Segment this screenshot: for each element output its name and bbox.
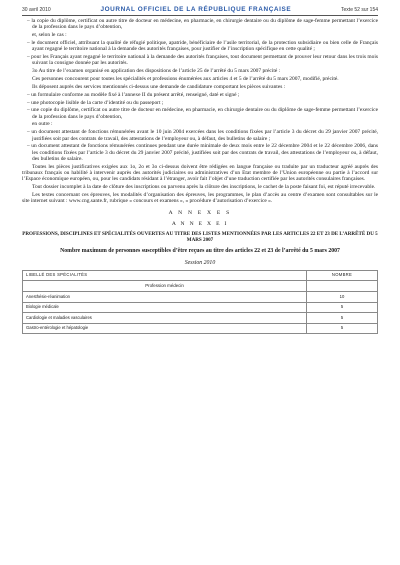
paragraph: 3o Au titre de l’examen organisé en application des dispositions de l’article 25 de l’arrêté du 5 mars 2007 précité : xyxy=(32,68,281,75)
table-row xyxy=(23,323,378,334)
paragraph: – le document officiel, attribuant la qualité de réfugié politique, apatride, bénéficiaire de l’asile territorial, de la protection subsidiaire ou bien celle de Français ayant regagné le territoire national à la demande des autorités françaises, pour justifier de l’inscription spécifique en cette qualité ; xyxy=(27,39,378,53)
specialties-table xyxy=(22,270,378,334)
paragraph: – un formulaire conforme au modèle fixé à l’annexe II du présent arrêté, renseigné, daté et signé ; xyxy=(27,91,240,98)
paragraph: – une copie du diplôme, certificat ou autre titre de docteur en médecine, en pharmacie, en chirurgie dentaire ou du diplôme de sage-femme permettant l’exercice de la profession dans le pays d’obtention, xyxy=(27,107,378,120)
table-section-row xyxy=(23,280,378,291)
paragraph: Tout dossier incomplet à la date de clôture des inscriptions ou parvenu après la clôture des inscriptions, le cachet de la poste faisant foi, est réputé irrecevable. xyxy=(32,184,376,191)
specialty-cell: Anesthésie-réanimation xyxy=(23,291,307,302)
nombre-title: Nombre maximum de personnes susceptibles d’être reçues au titre des articles 22 et 23 de l’arrêté du 5 mars 2007 xyxy=(60,248,340,255)
professions-title: PROFESSIONS, DISCIPLINES ET SPÉCIALITÉS OUVERTES AU TITRE DES LISTES MENTIONNÉES PAR LES ARTICLES 22 ET 23 DE L’ARRÊTÉ DU 5 MARS 2007 xyxy=(22,230,378,243)
paragraph: Toutes les pièces justificatives exigées aux 1o, 2o et 3o ci-dessus doivent être rédigées en langue française ou traduite par un traducteur agréé auprès des tribunaux français ou habilité à intervenir auprès des autorités judiciaires ou administratives d’un Etat membre de l’Union européenne ou partie à l’accord sur l’Espace économique européen, ou, pour les candidats résidant à l’étranger, avoir fait l’objet d’une traduction certifiée par les autorités consulaires françaises. xyxy=(22,163,378,183)
number-cell: 5 xyxy=(307,302,378,313)
number-cell: 5 xyxy=(307,313,378,324)
column-header-number: NOMBRE xyxy=(307,270,378,280)
paragraph: – pour les Français ayant regagné le territoire national à la demande des autorités françaises, tout document permettant de prouver leur retour dans les trois mois suivant la consigne donnée par les autorités. xyxy=(27,54,378,67)
section-label: Profession médecin xyxy=(23,280,307,291)
document-body xyxy=(22,18,378,334)
number-cell: 10 xyxy=(307,291,378,302)
session-label: Session 2010 xyxy=(184,259,216,266)
column-header-specialty: LIBELLÉ DES SPÉCIALITÉS xyxy=(23,270,307,280)
journal-title: JOURNAL OFFICIEL DE LA RÉPUBLIQUE FRANÇAISE xyxy=(100,6,292,13)
table-header-row xyxy=(23,270,378,280)
paragraph: – une photocopie lisible de la carte d’identité ou du passeport ; xyxy=(27,99,164,106)
section-empty-cell xyxy=(307,280,378,291)
paragraph: – un document attestant de fonctions rémunérées continues pendant une durée minimale de deux mois entre le 22 décembre 2004 et le 22 décembre 2006, dans les conditions fixées par l’article 3 du décret du 29 janvier 2007 précité, justifiées soit par des contrats de travail, des attestations de l’employeur ou, à défaut, des bulletins de salaire. xyxy=(27,143,378,162)
page-reference: Texte 52 sur 154 xyxy=(341,6,378,13)
annexe-1-title: A N N E X E I xyxy=(171,220,229,227)
header-date: 30 avril 2010 xyxy=(22,6,51,13)
paragraph: et, selon le cas : xyxy=(32,32,67,39)
paragraph: – un document attestant de fonctions rémunérées avant le 10 juin 2004 exercées dans les conditions fixées par l’article 3 du décret du 29 janvier 2007 précité, justifiées soit par des contrats de travail, des attestations de l’employeur ou, à défaut, des bulletins de salaire ; xyxy=(27,129,378,142)
specialty-cell: Gastro-entérologie et hépatologie xyxy=(23,323,307,334)
paragraph: Ces personnes concourent pour toutes les spécialités et professions énumérées aux articles 4 et 5 de l’arrêté du 5 mars 2007, modifié, précité. xyxy=(32,75,339,82)
number-cell: 5 xyxy=(307,323,378,334)
page-header xyxy=(22,4,378,16)
table-row xyxy=(23,313,378,324)
annexes-title: A N N E X E S xyxy=(168,210,232,217)
specialty-cell: Biologie médicale xyxy=(23,302,307,313)
table-row xyxy=(23,291,378,302)
paragraph: Ils déposent auprès des services mentionnés ci-dessus une demande de candidature comportant les pièces suivantes : xyxy=(32,83,286,90)
paragraph: Les textes concernant ces épreuves, les modalités d’organisation des épreuves, les programmes, le plan d’accès au centre d’examen sont consultables sur le site internet suivant : www.cng.sante.fr, rubrique « concours et examens », « procédure d’autorisation d’exercice ». xyxy=(22,191,378,205)
specialty-cell: Cardiologie et maladies vasculaires xyxy=(23,313,307,324)
paragraph: – la copie du diplôme, certificat ou autre titre de docteur en médecine, en pharmacie, en chirurgie dentaire ou du diplôme de sage-femme permettant l’exercice de la profession dans le pays d’obtention, xyxy=(27,18,378,31)
table-row xyxy=(23,302,378,313)
paragraph: en outre : xyxy=(32,121,53,128)
